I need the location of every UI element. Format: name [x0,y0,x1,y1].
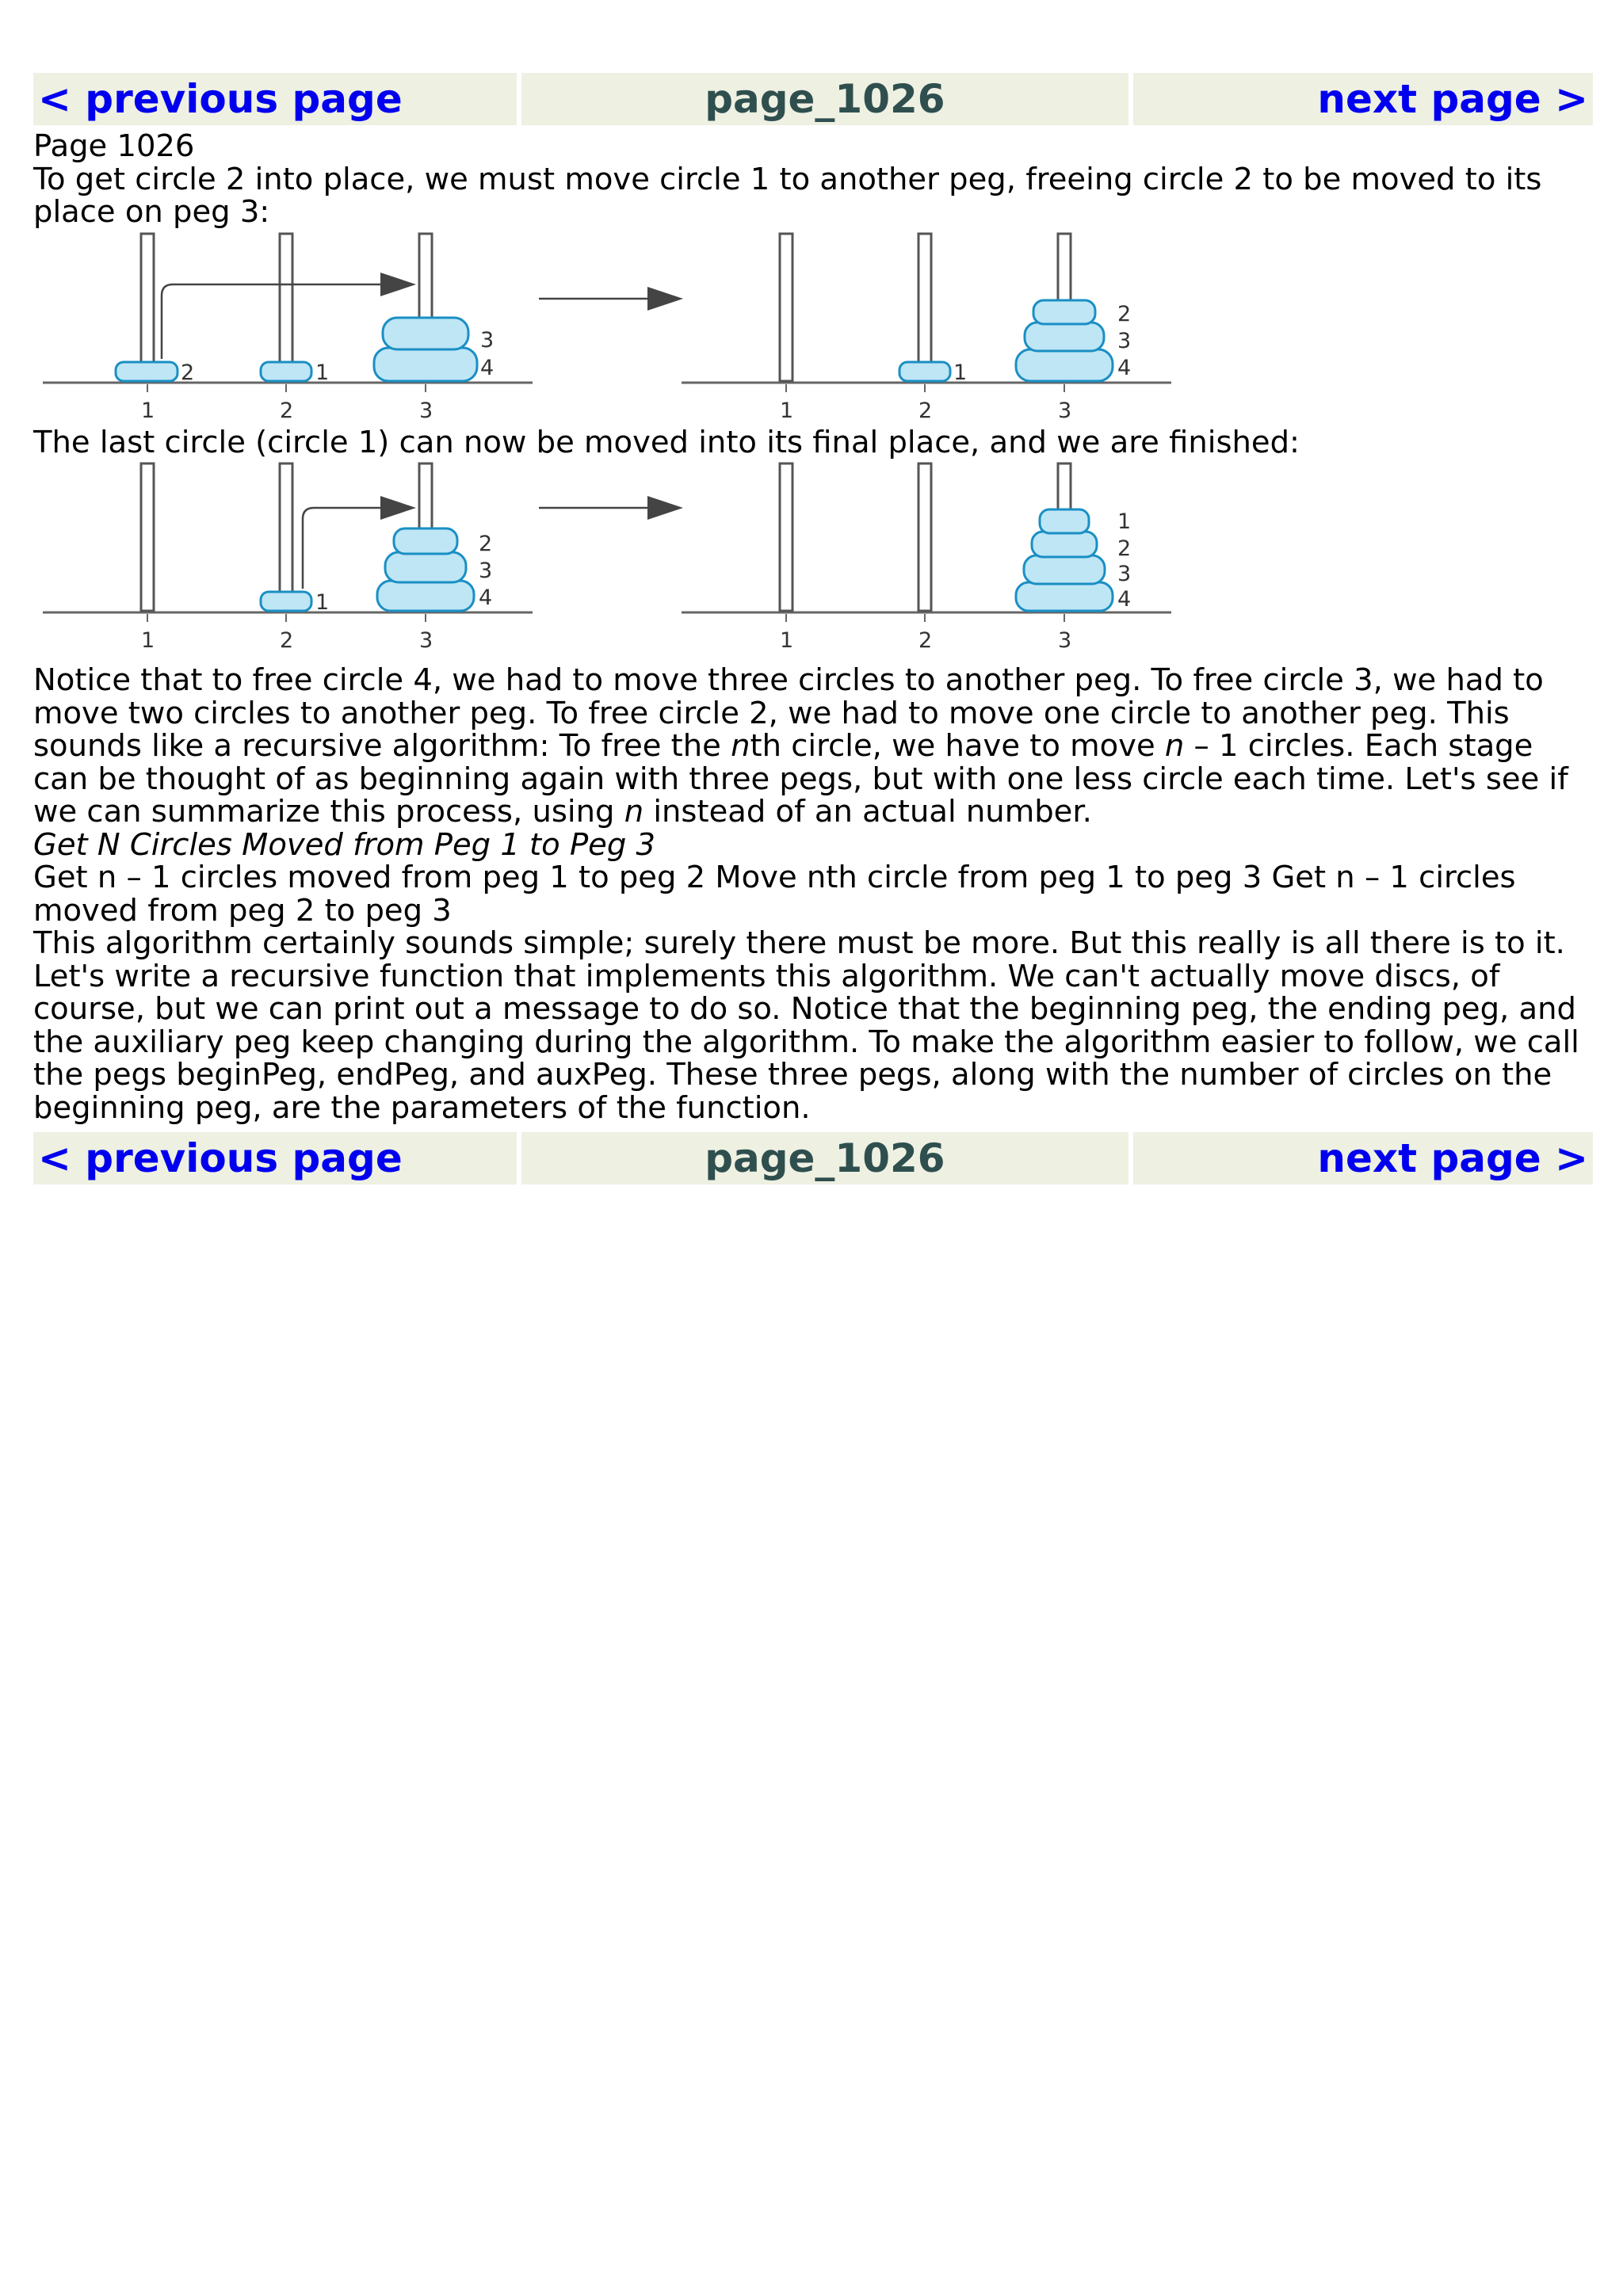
f1a-disc-label: 4 [480,355,495,380]
next-page-link[interactable]: next page > [1317,76,1588,122]
f1b-peg-label: 3 [1058,398,1072,423]
page [33,73,1593,1184]
f2b-peg-label: 1 [780,628,794,653]
f1a-disc-label: 3 [480,327,495,353]
figure2-before-state [43,463,533,653]
f1b-peg-label: 2 [918,398,933,423]
prev-cell [33,1132,517,1184]
page-label: page_1026 [705,76,945,122]
algorithm-steps: Get n – 1 circles moved from peg 1 to peg 2 Move nth circle from peg 1 to peg 3 Get n – 1 circles moved from peg 2 to peg 3 [33,860,1516,929]
paragraph-3-text: – 1 circles. Each stage can be thought of as beginning again with three pegs, but with one less circle each time. Let's see if we can summarize this process, using [33,728,1568,830]
page-heading: Page 1026 [33,128,195,164]
f2b-peg-label: 3 [1058,628,1072,653]
page-label-cell [521,1132,1128,1184]
paragraph-1: To get circle 2 into place, we must move circle 1 to another peg, freeing circle 2 to be moved to its place on peg 3: [33,161,1542,230]
variable-n: n [624,794,644,830]
f2a-peg-label: 2 [280,628,294,653]
paragraph-3-text: Notice that to free circle 4, we had to move three circles to another peg. To free circle 3, we had to move two circles to another peg. To free circle 2, we had to move one circle to another peg. This sounds like a recursive algorithm: To free the [33,662,1544,764]
paragraph-3 [33,664,1593,829]
hanoi-figure-1 [33,232,1198,426]
f1a-disc-label: 2 [181,360,195,385]
f1a-peg-label: 1 [141,398,155,423]
f2a-disc-label: 2 [479,532,493,556]
page-label: page_1026 [705,1135,945,1181]
previous-page-link[interactable]: < previous page [38,76,403,122]
figure2-after-state [682,463,1171,653]
variable-n: n [1164,728,1185,764]
f1b-disc-label: 2 [1117,301,1132,326]
page-content [33,125,1593,1124]
top-nav-bar [33,73,1593,125]
f1a-peg-label: 2 [280,398,294,423]
next-cell [1133,1132,1593,1184]
prev-cell [33,73,517,125]
f2a-disc-label: 4 [479,585,493,610]
f2a-disc-label: 3 [479,559,493,583]
f1b-disc-label: 4 [1117,355,1132,380]
next-page-link[interactable]: next page > [1317,1135,1588,1181]
f2b-disc-label: 1 [1117,509,1132,534]
f2a-peg-label: 1 [141,628,155,653]
paragraph-5: Let's write a recursive function that implements this algorithm. We can't actually move discs, of course, but we can print out a message to do so. Notice that the beginning peg, the ending peg, and the auxiliary peg keep changing during the algorithm. To make the algorithm easier to follow, we call the pegs beginPeg, endPeg, and auxPeg. These three pegs, along with the number of circles on the beginning peg, are the parameters of the function. [33,958,1579,1126]
f1a-peg-label: 3 [419,398,433,423]
paragraph-3-text: th circle, we have to move [750,728,1165,764]
f1b-peg-label: 1 [780,398,794,423]
paragraph-4: This algorithm certainly sounds simple; surely there must be more. But this really is all there is to it. [33,925,1565,961]
bottom-nav-bar [33,1132,1593,1184]
previous-page-link[interactable]: < previous page [38,1135,403,1181]
f2b-disc-label: 4 [1117,587,1132,612]
f1b-disc-label: 3 [1117,328,1132,353]
f2a-disc-label: 1 [315,590,330,615]
f2b-disc-label: 3 [1117,562,1132,586]
f1a-disc-label: 1 [315,360,330,385]
next-cell [1133,73,1593,125]
hanoi-figure-2 [33,462,1198,664]
page-label-cell [521,73,1128,125]
figure1-before-state [43,234,533,423]
f2a-peg-label: 3 [419,628,433,653]
f2b-disc-label: 2 [1117,536,1132,561]
figure1-after-state [682,234,1171,423]
algorithm-title: Get N Circles Moved from Peg 1 to Peg 3 [33,826,656,863]
paragraph-3-text: instead of an actual number. [643,794,1092,830]
f1b-disc-label: 1 [953,360,968,385]
variable-n: n [731,728,750,764]
paragraph-2: The last circle (circle 1) can now be moved into its final place, and we are finished: [33,424,1300,460]
f2b-peg-label: 2 [918,628,933,653]
